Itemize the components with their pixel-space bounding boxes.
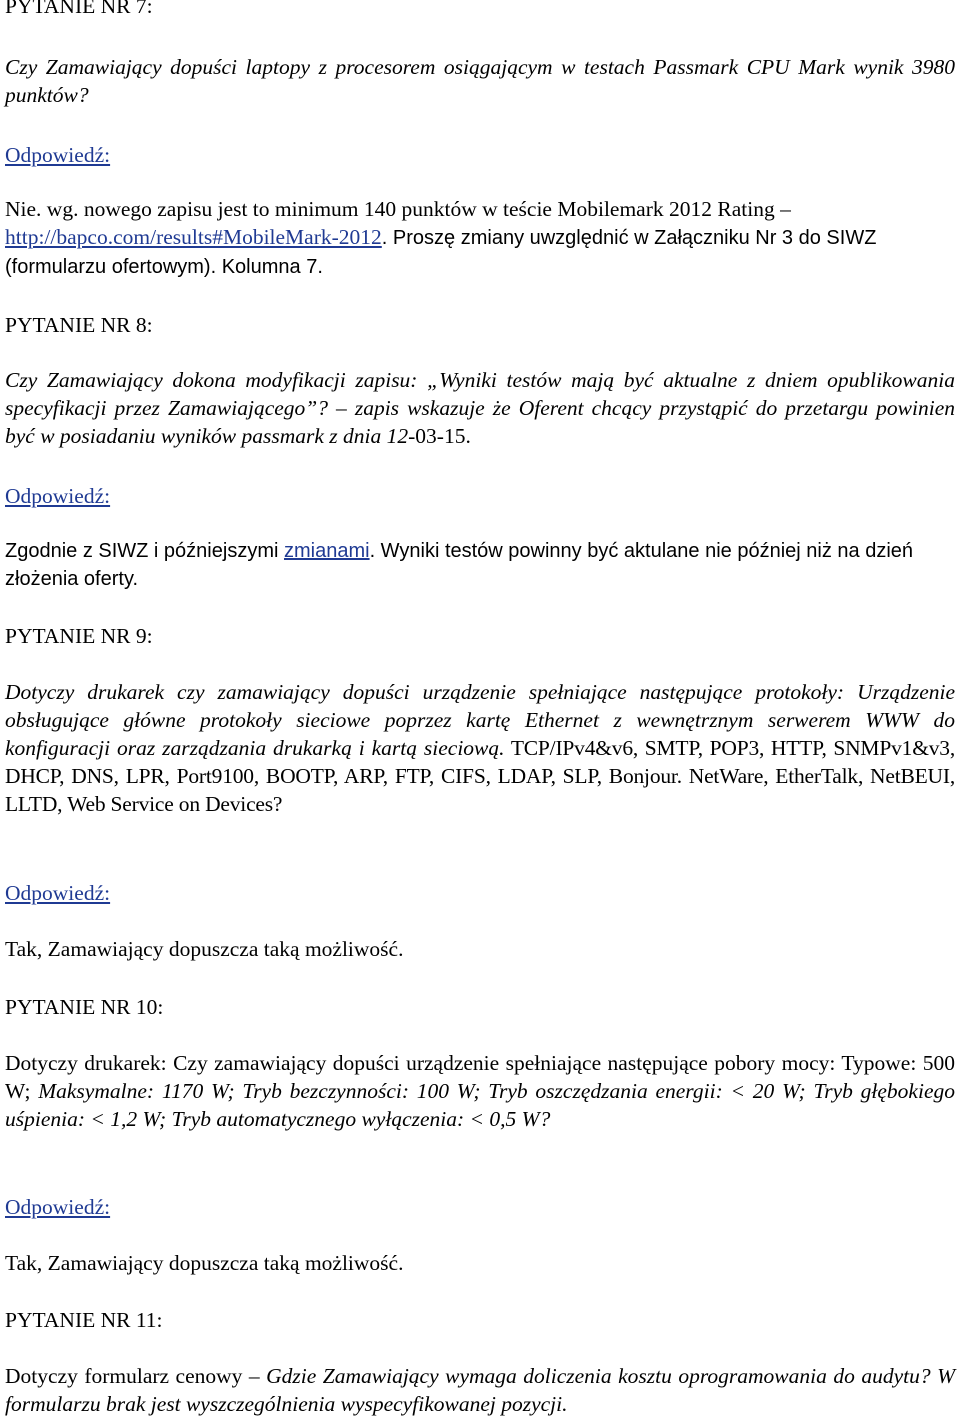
question-7-text: Czy Zamawiający dopuści laptopy z procesorem osiągającym w testach Passmark CPU Mark wynik 3980 punktów? [5, 55, 955, 107]
answer-label: Odpowiedź: [5, 881, 111, 905]
answer-text-end: . Proszę zmiany uwzględnić w Załączniku Nr 3 do SIWZ (formularzu ofertowym). Kolumna 7. [5, 227, 877, 278]
question-9-answer-label [5, 879, 955, 907]
answer-label: Odpowiedź: [5, 484, 111, 508]
question-11-text-main: Gdzie Zamawiający wymaga doliczenia kosztu oprogramowania do audytu? W formularzu brak jest wyszczególnienia wyspecyfikowanej pozycji. [5, 1364, 955, 1416]
question-10-answer-label [5, 1193, 955, 1221]
question-10-answer: Tak, Zamawiający dopuszcza taką możliwość. [5, 1251, 404, 1275]
question-9-text [5, 678, 955, 818]
question-9-answer: Tak, Zamawiający dopuszcza taką możliwość. [5, 937, 404, 961]
question-10-text [5, 1049, 955, 1133]
answer-label: Odpowiedź: [5, 1195, 111, 1219]
question-8-answer-label [5, 482, 955, 510]
question-8-answer [5, 537, 955, 593]
answer-text-end: . Wyniki testów powinny być aktulane nie później niż na dzień złożenia oferty. [5, 540, 914, 590]
question-11-text [5, 1362, 955, 1418]
question-7-answer [5, 195, 955, 281]
answer-text-start: Zgodnie z SIWZ i późniejszymi [5, 540, 284, 562]
question-8-text-main: Czy Zamawiający dokona modyfikacji zapisu: „Wyniki testów mają być aktualne z dniem opublikowania specyfikacji przez Zamawiającego”? – zapis wskazuje że Oferent chcący przystąpić do przetargu powinien być w posiadaniu wyników passmark z dnia 12 [5, 368, 955, 448]
question-10-power-values: Maksymalne: 1170 W; Tryb bezczynności: 100 W; Tryb oszczędzania energii: < 20 W; Tryb głębokiego uśpienia: < 1,2 W; Tryb automatycznego wyłączenia: < 0,5 W? [5, 1079, 955, 1131]
question-10-text-intro: Dotyczy drukarek: Czy zamawiający dopuści urządzenie spełniające następujące pobory mocy: Typowe: 500 W; [5, 1051, 955, 1103]
question-7-heading: PYTANIE NR 7: [5, 0, 153, 18]
answer-text-start: Nie. wg. nowego zapisu jest to minimum 140 punktów w teście Mobilemark 2012 Rating – [5, 197, 791, 221]
zmianami-link[interactable]: zmianami [283, 540, 370, 562]
question-10-heading: PYTANIE NR 10: [5, 995, 164, 1019]
question-11-text-intro: Dotyczy formularz cenowy – [5, 1364, 267, 1388]
question-7-answer-label [5, 141, 955, 169]
question-8-text [5, 366, 955, 450]
question-11-heading: PYTANIE NR 11: [5, 1308, 163, 1332]
answer-label: Odpowiedź: [5, 143, 111, 167]
question-9-heading: PYTANIE NR 9: [5, 624, 153, 648]
question-9-protocol-list: TCP/IPv4&v6, SMTP, POP3, HTTP, SNMPv1&v3, DHCP, DNS, LPR, Port9100, BOOTP, ARP, FTP, CIFS, LDAP, SLP, Bonjour. NetWare, EtherTalk, NetBEUI, LLTD, Web Service on Devices? [5, 736, 956, 816]
question-8-heading: PYTANIE NR 8: [5, 313, 153, 337]
question-8-text-date: -03-15. [408, 424, 471, 448]
question-9-text-intro: Dotyczy drukarek czy zamawiający dopuści urządzenie spełniające następujące protokoły: Urządzenie obsługujące główne protokoły sieciowe poprzez kartę Ethernet z wewnętrznym serwerem WWW do konfiguracji oraz zarządzania drukarką i kartą sieciową. [5, 680, 955, 760]
bapco-results-link[interactable]: http://bapco.com/results#MobileMark-2012 [5, 225, 382, 249]
